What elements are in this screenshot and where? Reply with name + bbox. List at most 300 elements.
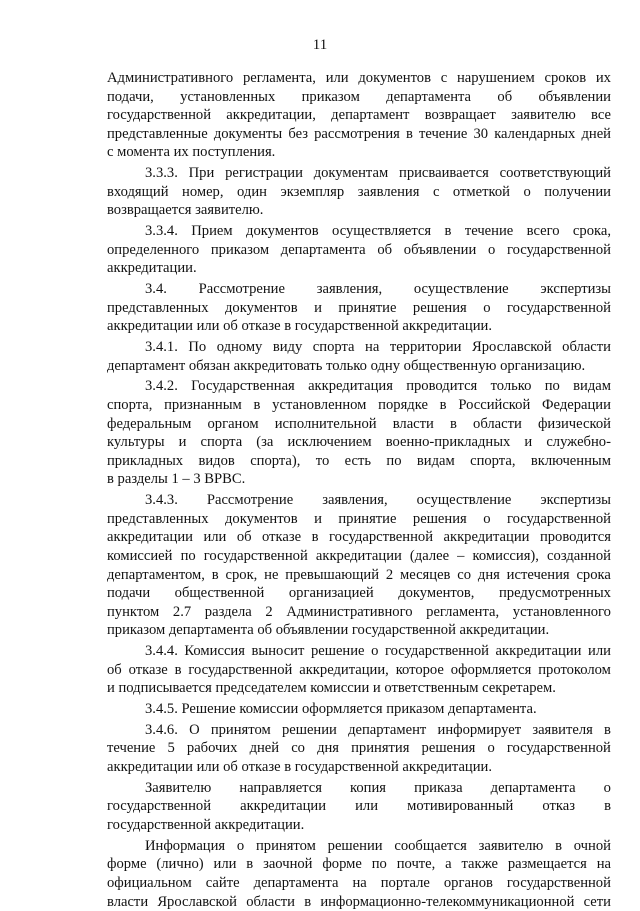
word: со: [291, 740, 305, 757]
word: почте,: [396, 856, 436, 873]
text-line: [107, 893, 611, 911]
word: департамента: [386, 88, 472, 105]
word: аккредитации: [315, 547, 402, 564]
word: военно-прикладных: [385, 434, 511, 451]
word: направляется: [239, 779, 322, 796]
paragraph: [107, 779, 611, 835]
word: течение: [418, 125, 468, 142]
word: государственной: [107, 798, 212, 815]
word: одному: [216, 339, 263, 356]
word: Рассмотрение: [206, 492, 294, 509]
word: органов: [443, 875, 493, 891]
word: дней: [249, 740, 280, 757]
word: по: [386, 452, 402, 469]
paragraph: [107, 164, 611, 220]
word: 3.3.3.: [145, 165, 178, 182]
word: решения: [412, 299, 467, 316]
word: по: [180, 547, 196, 564]
word: информационно-телекоммуникационной: [320, 893, 575, 910]
word: по: [544, 378, 560, 395]
text-line: [107, 874, 611, 893]
word: в: [246, 856, 254, 873]
word: 3.4.4.: [145, 643, 178, 660]
word: Информация: [145, 837, 226, 854]
text-line: [107, 241, 611, 260]
text-line: [107, 338, 611, 357]
word: в: [555, 837, 562, 854]
word: экспертизы: [540, 492, 611, 509]
text-line: [107, 855, 611, 874]
word: или: [355, 798, 379, 815]
word: Российской: [458, 397, 531, 414]
word: Ярославской: [157, 893, 237, 910]
text-line: аккредитации или об отказе в государственной аккредитации.: [107, 759, 493, 776]
word: проводится: [406, 378, 478, 395]
word: отказ: [542, 798, 576, 815]
word: документов: [246, 223, 319, 240]
word: аккредитации,: [299, 661, 389, 678]
word: отметкой: [452, 183, 510, 200]
word: заявителю: [511, 107, 576, 124]
word: заявления,: [316, 281, 383, 298]
text-line: [107, 739, 611, 758]
text-line: государственной аккредитации.: [107, 817, 305, 834]
word: (лично): [156, 856, 204, 873]
word: видам: [573, 378, 611, 395]
word: приказом: [210, 241, 270, 258]
text-line: возвращается заявителю.: [107, 202, 264, 219]
word: регистрации: [225, 165, 303, 182]
word: дня: [317, 740, 340, 757]
word: федеральным: [107, 415, 192, 432]
word: приказа: [414, 779, 463, 796]
word: 2: [265, 603, 273, 620]
word: портале: [380, 875, 430, 891]
word: 3.4.2.: [145, 378, 178, 395]
word: При: [188, 165, 215, 182]
paragraph: [107, 837, 611, 911]
word: 3.4.6.: [145, 721, 178, 738]
word: в: [304, 893, 312, 910]
word: течение: [107, 740, 156, 757]
word: всего: [526, 223, 560, 240]
word: получении: [544, 183, 611, 200]
word: сети: [583, 893, 611, 910]
word: заочной: [263, 856, 313, 873]
text-line: с момента их поступления.: [107, 144, 276, 161]
text-line: [107, 415, 611, 434]
word: 5: [167, 740, 175, 757]
word: входящий: [107, 183, 169, 200]
word: в: [211, 566, 219, 583]
word: решения: [412, 510, 467, 527]
word: физической: [537, 415, 611, 432]
text-line: [107, 603, 611, 622]
word: мотивированный: [407, 798, 514, 815]
word: со: [457, 566, 472, 583]
word: подачи,: [107, 88, 154, 105]
word: (за: [256, 434, 274, 451]
word: департамента: [253, 875, 339, 891]
word: осуществление: [413, 281, 509, 298]
word: государственной: [203, 547, 308, 564]
text-line: [107, 433, 611, 452]
word: а: [445, 856, 452, 873]
word: созданной: [547, 547, 611, 564]
paragraph: [107, 222, 611, 278]
word: документам: [313, 165, 389, 182]
word: 3.4.1.: [145, 339, 178, 356]
text-line: [107, 69, 611, 88]
word: Рассмотрение: [198, 281, 285, 298]
word: организацией: [288, 585, 374, 602]
word: в: [311, 529, 319, 546]
word: государственной: [188, 661, 293, 678]
text-line: [107, 452, 611, 471]
word: документов: [358, 70, 431, 86]
word: спорта,: [470, 452, 516, 469]
word: документов: [224, 299, 298, 316]
word: сайте: [205, 875, 240, 891]
word: Административного: [107, 70, 234, 86]
word: и: [314, 510, 322, 527]
text-line: [107, 183, 611, 202]
word: раздела: [204, 603, 252, 620]
word: или: [588, 643, 611, 660]
word: подачи: [107, 585, 151, 602]
word: очной: [573, 837, 611, 854]
text-line: приказом департамента об объявлении государственной аккредитации.: [107, 622, 550, 639]
word: о: [371, 643, 379, 660]
word: виду: [272, 339, 303, 356]
word: 2.7: [172, 603, 192, 620]
word: аккредитация: [308, 378, 393, 395]
word: 30: [473, 125, 489, 142]
word: один: [237, 183, 267, 200]
word: оформляется: [450, 661, 532, 678]
word: форме: [322, 856, 362, 873]
text-line: [107, 88, 611, 107]
word: о: [523, 183, 531, 200]
word: Заявителю: [145, 779, 212, 796]
word: об: [497, 88, 513, 105]
word: власти: [392, 415, 434, 432]
word: департамента: [490, 779, 576, 796]
word: о: [487, 241, 496, 258]
word: истечения: [506, 566, 570, 583]
word: на: [365, 339, 380, 356]
text-line: [107, 491, 611, 510]
text-line: [107, 661, 611, 680]
word: на: [596, 856, 611, 873]
word: комиссия),: [472, 547, 539, 564]
word: исключением: [287, 434, 372, 451]
word: в: [439, 397, 447, 414]
word: заявления,: [322, 492, 388, 509]
word: департамент: [348, 721, 427, 738]
word: государственной: [506, 510, 611, 527]
paragraph: [107, 721, 611, 777]
word: решения: [421, 740, 476, 757]
word: в: [405, 125, 413, 142]
word: официальном: [107, 875, 192, 891]
word: решении: [327, 837, 383, 854]
word: общественной: [174, 585, 265, 602]
word: принятом: [210, 721, 271, 738]
text-line: [107, 797, 611, 816]
paragraph: [107, 642, 611, 698]
word: государственной: [506, 241, 611, 258]
word: заявителя: [532, 721, 593, 738]
word: установленного: [512, 603, 611, 620]
word: сроков: [544, 70, 587, 86]
text-line: [107, 299, 611, 318]
word: области: [562, 339, 611, 356]
word: осуществляется: [332, 223, 432, 240]
word: превышающий: [285, 566, 380, 583]
word: принятом: [255, 837, 316, 854]
word: департамента: [280, 241, 366, 258]
word: есть: [344, 452, 372, 469]
word: которое: [395, 661, 444, 678]
word: порядке: [378, 397, 428, 414]
word: о: [483, 510, 491, 527]
word: государственной: [506, 299, 611, 316]
word: течение: [464, 223, 514, 240]
word: календарных: [494, 125, 576, 142]
text-line: [107, 377, 611, 396]
word: проводится: [539, 529, 611, 546]
word: государственной: [384, 643, 489, 660]
word: срока: [576, 566, 611, 583]
text-line: [107, 396, 611, 415]
word: власти: [107, 893, 149, 910]
word: то: [315, 452, 330, 469]
word: и: [524, 434, 533, 451]
word: в: [444, 223, 452, 240]
text-line: [107, 280, 611, 299]
word: в: [253, 397, 261, 414]
word: и: [178, 434, 187, 451]
word: О: [189, 721, 200, 738]
word: пунктом: [107, 603, 160, 620]
word: с: [432, 183, 440, 200]
text-line: аккредитации или об отказе в государственной аккредитации.: [107, 318, 493, 335]
word: их: [595, 70, 611, 86]
word: копия: [350, 779, 386, 796]
word: об: [377, 241, 393, 258]
word: решении: [281, 721, 337, 738]
word: регламента,: [426, 603, 500, 620]
word: прикладных: [107, 452, 184, 469]
word: установленных: [180, 88, 276, 105]
word: выносит: [251, 643, 305, 660]
word: форме: [107, 856, 147, 873]
text-line: аккредитации.: [107, 260, 197, 277]
word: о: [487, 740, 495, 757]
word: представленных: [107, 510, 209, 527]
word: о: [603, 779, 611, 796]
word: об: [236, 529, 252, 546]
word: (далее: [409, 547, 450, 564]
word: соответствующий: [499, 165, 611, 182]
word: дня: [477, 566, 500, 583]
word: объявлении: [403, 241, 477, 258]
word: решение: [310, 643, 365, 660]
word: государственной: [329, 529, 434, 546]
text-line: [107, 837, 611, 856]
word: в: [604, 798, 611, 815]
word: осуществление: [416, 492, 512, 509]
word: приказом: [301, 88, 360, 105]
word: об: [107, 661, 122, 678]
word: срока,: [572, 223, 611, 240]
word: исполнительной: [274, 415, 377, 432]
word: на: [352, 875, 367, 891]
word: заявления: [357, 183, 420, 200]
word: размещается: [507, 856, 587, 873]
word: сообщается: [394, 837, 467, 854]
word: установленном: [272, 397, 367, 414]
word: в: [174, 661, 182, 678]
word: информирует: [437, 721, 522, 738]
word: Ярославской: [472, 339, 552, 356]
paragraph: [107, 69, 611, 162]
word: Прием: [191, 223, 233, 240]
word: рабочих: [186, 740, 238, 757]
word: аккредитации: [495, 643, 582, 660]
word: По: [188, 339, 207, 356]
word: возвращает: [424, 107, 496, 124]
paragraph: [107, 377, 611, 489]
word: рассмотрения: [314, 125, 400, 142]
word: видов: [198, 452, 235, 469]
paragraph: [107, 280, 611, 336]
word: спорта: [200, 434, 243, 451]
word: не: [264, 566, 279, 583]
word: принятия: [351, 740, 410, 757]
word: принятие: [338, 510, 397, 527]
word: спорта,: [107, 397, 153, 414]
word: документов,: [398, 585, 475, 602]
word: отказе: [262, 529, 302, 546]
word: департамент: [331, 107, 410, 124]
word: государственной: [107, 107, 212, 124]
word: государственной: [506, 875, 611, 891]
word: территории: [389, 339, 462, 356]
text-line: [107, 566, 611, 585]
word: или: [213, 856, 237, 873]
word: представленные: [107, 125, 208, 142]
word: спорта: [312, 339, 355, 356]
word: аккредитации,: [226, 107, 316, 124]
text-line: и подписывается председателем комиссии и ответственным секретарем.: [107, 680, 556, 697]
word: признанным: [164, 397, 242, 414]
word: месяцев: [400, 566, 451, 583]
word: Государственная: [191, 378, 295, 395]
word: заявителю: [478, 837, 544, 854]
word: аккредитации: [443, 529, 530, 546]
word: 3.3.4.: [145, 223, 178, 240]
word: без: [288, 125, 308, 142]
word: предусмотренных: [498, 585, 611, 602]
text-line: [107, 721, 611, 740]
text-line: [107, 584, 611, 603]
text-line: [107, 547, 611, 566]
word: отказе: [128, 661, 168, 678]
word: департаментом,: [107, 566, 205, 583]
paragraph: [107, 338, 611, 375]
word: в: [449, 415, 457, 432]
word: 2: [385, 566, 394, 583]
paragraph: [107, 491, 611, 640]
text-line: [107, 222, 611, 241]
word: все: [591, 107, 611, 124]
word: только: [490, 378, 532, 395]
text-line: [107, 125, 611, 144]
word: и: [314, 299, 322, 316]
word: по: [371, 856, 387, 873]
word: видам: [416, 452, 455, 469]
word: протоколом: [538, 661, 611, 678]
word: экземпляр: [280, 183, 345, 200]
word: также: [461, 856, 498, 873]
word: о: [483, 299, 491, 316]
word: служебно-: [546, 434, 611, 451]
word: о: [236, 837, 245, 854]
word: –: [457, 547, 465, 564]
word: принятие: [338, 299, 397, 316]
word: дней: [581, 125, 611, 142]
word: документы: [213, 125, 283, 142]
text-line: [107, 106, 611, 125]
document-body: [107, 69, 611, 911]
word: или: [203, 529, 227, 546]
text-line: [107, 510, 611, 529]
text-line: [107, 779, 611, 798]
text-line: [107, 642, 611, 661]
paragraph: [107, 700, 611, 719]
word: нарушением: [456, 70, 535, 86]
word: с: [440, 70, 448, 86]
text-line: департамент обязан аккредитовать только одну общественную организацию.: [107, 357, 586, 374]
word: области: [246, 893, 295, 910]
page-number: 11: [312, 37, 328, 53]
word: присваивается: [399, 165, 489, 182]
word: в: [604, 721, 611, 738]
word: или: [325, 70, 349, 86]
word: культуры: [107, 434, 165, 451]
word: 3.4.: [145, 281, 167, 298]
word: государственной: [506, 740, 611, 757]
word: области: [473, 415, 522, 432]
word: экспертизы: [540, 281, 611, 298]
word: Комиссия: [184, 643, 245, 660]
word: документов: [224, 510, 298, 527]
word: объявлении: [538, 88, 611, 105]
word: срок,: [225, 566, 258, 583]
word: включенным: [530, 452, 611, 469]
text-line: [107, 164, 611, 183]
word: комиссией: [107, 547, 173, 564]
text-line: в разделы 1 – 3 ВРВС.: [107, 471, 246, 488]
word: Административного: [286, 603, 413, 620]
word: 3.4.3.: [145, 492, 178, 509]
word: Федерации: [542, 397, 611, 414]
word: номер,: [182, 183, 224, 200]
word: регламента,: [242, 70, 316, 86]
text-line: [107, 528, 611, 547]
